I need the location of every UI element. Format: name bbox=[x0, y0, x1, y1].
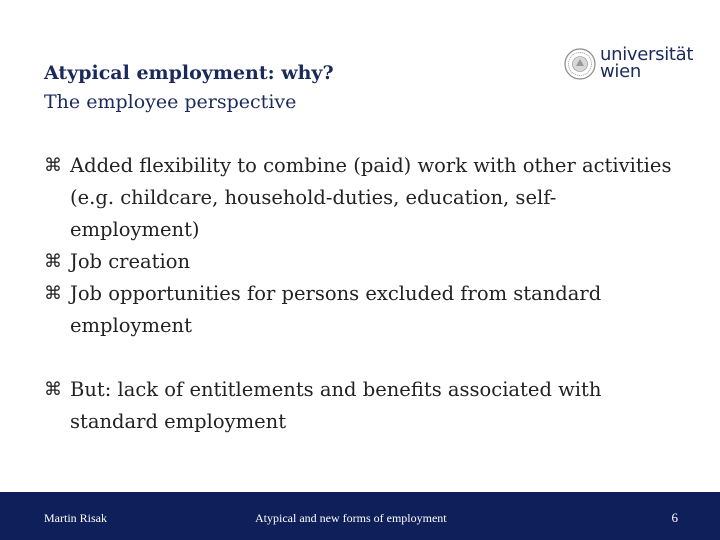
logo-wordmark bbox=[600, 46, 693, 80]
list-item bbox=[44, 374, 684, 438]
bullet-icon: ⌘ bbox=[44, 155, 62, 176]
logo-line2: wien bbox=[600, 61, 642, 82]
bullet-text: Job creation bbox=[70, 250, 191, 273]
footer-course-title: Atypical and new forms of employment bbox=[255, 511, 447, 525]
logo-line1: universität bbox=[600, 44, 694, 65]
university-seal-icon bbox=[564, 48, 596, 80]
slide-title: Atypical employment: why? bbox=[44, 62, 334, 84]
bullet-text: But: lack of entitlements and benefits associated with standard employment bbox=[70, 378, 602, 433]
list-item bbox=[44, 246, 684, 278]
footer-bar bbox=[0, 492, 720, 540]
university-logo bbox=[564, 44, 694, 84]
list-item bbox=[44, 150, 684, 246]
bullet-list bbox=[44, 150, 684, 438]
bullet-icon: ⌘ bbox=[44, 379, 62, 400]
slide-subtitle: The employee perspective bbox=[44, 91, 297, 113]
spacer bbox=[44, 342, 684, 374]
bullet-text: Job opportunities for persons excluded from standard employment bbox=[70, 282, 602, 337]
list-item bbox=[44, 278, 684, 342]
bullet-text: Added flexibility to combine (paid) work with other activities (e.g. childcare, household-duties, education, self-employment) bbox=[70, 154, 672, 241]
bullet-icon: ⌘ bbox=[44, 283, 62, 304]
bullet-icon: ⌘ bbox=[44, 251, 62, 272]
footer-author: Martin Risak bbox=[44, 511, 107, 525]
page-number: 6 bbox=[671, 510, 678, 525]
